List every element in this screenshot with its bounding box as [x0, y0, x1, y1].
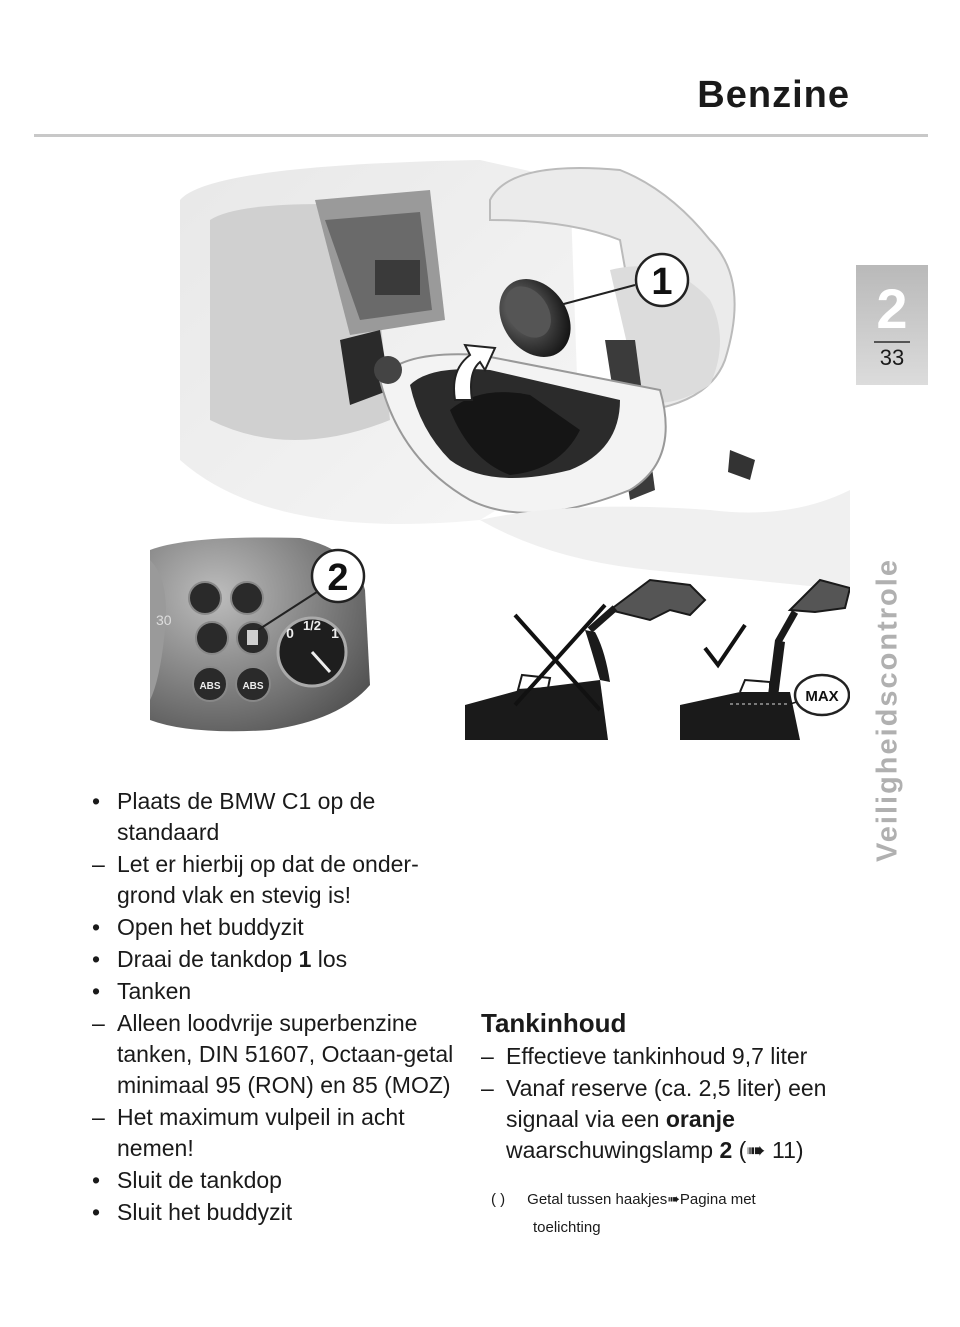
list-item: [92, 912, 477, 943]
list-item: [92, 849, 477, 911]
list-bullet: •: [92, 946, 101, 972]
list-item: [92, 976, 477, 1007]
list-bullet: •: [92, 914, 101, 940]
footnote-text: Pagina met: [679, 1191, 756, 1208]
list-item: [92, 1102, 477, 1164]
page-number: 33: [879, 345, 905, 370]
footnote-text: toelichting: [533, 1219, 601, 1236]
list-item: [92, 786, 477, 848]
chapter-tab: [856, 265, 928, 385]
list-dash: –: [92, 1104, 105, 1130]
list-ref-number: 1: [298, 946, 312, 972]
page-reference: 11): [765, 1137, 804, 1163]
refuel-correct-diagram: [680, 580, 850, 740]
list-ref-number: 2: [719, 1137, 733, 1163]
list-text: los: [311, 946, 348, 972]
chapter-number: 2: [876, 277, 908, 340]
fuel-cap-illustration: [150, 160, 850, 740]
list-dash: –: [92, 1010, 105, 1036]
list-bullet: •: [92, 978, 101, 1004]
abs-label-1: ABS: [199, 681, 221, 692]
footnote-text: Getal tussen haakjes: [527, 1191, 668, 1208]
list-text: (: [732, 1137, 747, 1163]
arrow-icon: ➠: [667, 1191, 680, 1208]
page-title: Benzine: [697, 74, 850, 116]
scooter-body: [180, 160, 850, 590]
list-item: [481, 1073, 881, 1166]
chapter-divider: [874, 341, 910, 343]
check-mark: [705, 625, 745, 665]
list-item: [481, 1041, 881, 1072]
list-text: Sluit de tankdop: [117, 1167, 282, 1193]
header-rule: [34, 134, 928, 137]
list-dash: –: [481, 1075, 494, 1101]
instruction-list: [92, 786, 477, 1229]
list-text: Tanken: [117, 978, 192, 1004]
list-dash: –: [92, 851, 105, 877]
list-item: [92, 944, 477, 975]
list-item: [92, 1197, 477, 1228]
list-text: Vanaf reserve (ca. 2,5 liter) een signaal via een: [506, 1075, 827, 1132]
warning-color: oranje: [665, 1106, 735, 1132]
list-text: Effectieve tankinhoud 9,7 liter: [506, 1043, 808, 1069]
footnote-parens: ( ): [491, 1191, 506, 1208]
list-text: Draai de tankdop: [117, 946, 299, 972]
callout-1: 1: [651, 261, 673, 303]
gauge-zero: 0: [286, 625, 294, 641]
footnote: [481, 1186, 881, 1242]
list-item: [92, 1008, 477, 1101]
list-text: Sluit het buddyzit: [117, 1199, 293, 1225]
tank-capacity-section: [481, 1008, 881, 1242]
gauge-full: 1: [331, 625, 339, 641]
max-label: MAX: [805, 688, 839, 705]
abs-label-2: ABS: [242, 681, 264, 692]
arrow-icon: ➠: [746, 1137, 766, 1163]
list-item: [92, 1165, 477, 1196]
list-text: Open het buddyzit: [117, 914, 304, 940]
list-text: Plaats de BMW C1 op de standaard: [117, 788, 376, 845]
list-text: Het maximum vulpeil in acht nemen!: [117, 1104, 405, 1161]
chapter-side-label: Veiligheidscontrole: [871, 558, 904, 862]
callout-2: 2: [327, 557, 349, 599]
section-title: Tankinhoud: [481, 1008, 627, 1038]
list-dash: –: [481, 1043, 494, 1069]
list-bullet: •: [92, 1199, 101, 1225]
gauge-half: 1/2: [302, 618, 322, 633]
list-text: Alleen loodvrije superbenzine tanken, DIN 51607, Octaan-getal minimaal 95 (RON) en 85 (MOZ): [117, 1010, 454, 1098]
refuel-wrong-diagram: [465, 580, 705, 740]
list-bullet: •: [92, 1167, 101, 1193]
list-text: waarschuwingslamp: [506, 1137, 720, 1163]
list-text: Let er hierbij op dat de onder-grond vlak en stevig is!: [117, 851, 419, 908]
list-bullet: •: [92, 788, 101, 814]
speedo-text: 30: [156, 612, 172, 628]
